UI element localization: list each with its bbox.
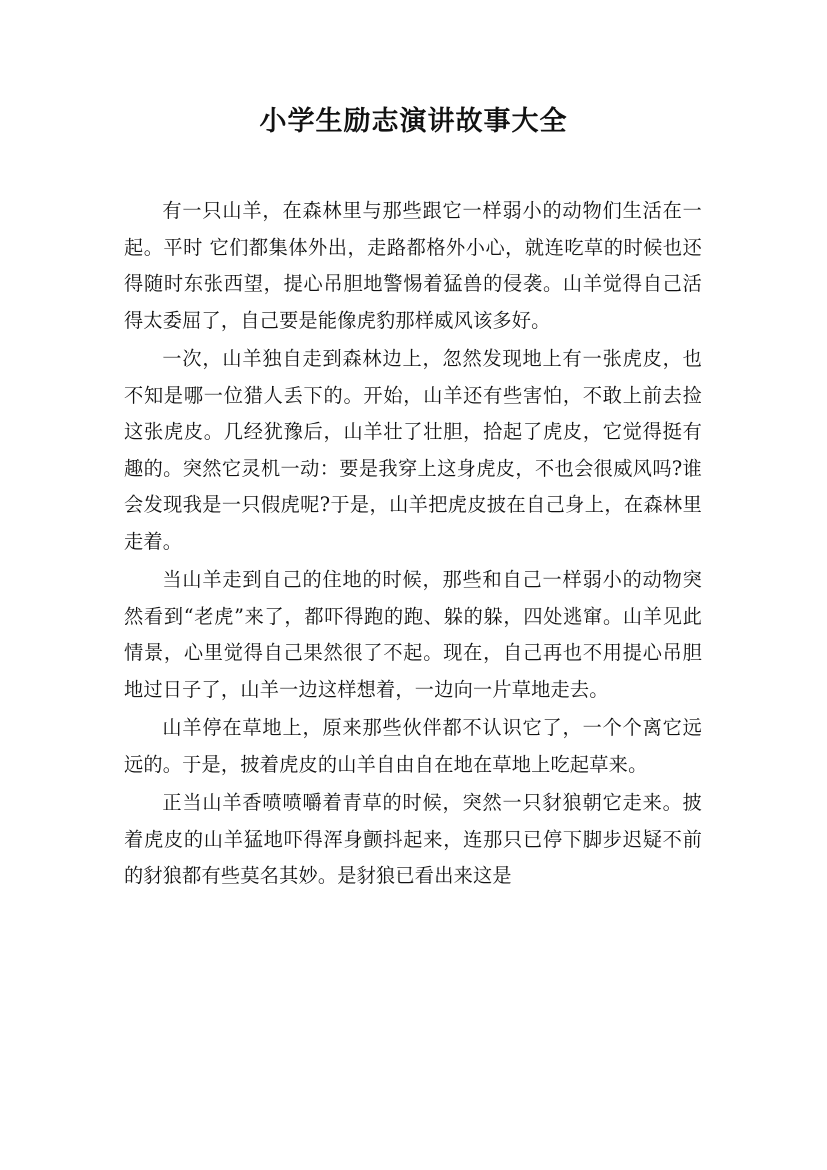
paragraph: 有一只山羊，在森林里与那些跟它一样弱小的动物们生活在一起。平时 它们都集体外出，走路都格外小心，就连吃草的时候也还得随时东张西望，提心吊胆地警惕着猛兽的侵袭。山羊觉得自己活得太委屈了，自己要是能像虎豹那样威风该多好。	[124, 199, 702, 332]
paragraph: 一次，山羊独自走到森林边上，忽然发现地上有一张虎皮，也不知是哪一位猎人丢下的。开始，山羊还有些害怕，不敢上前去捡这张虎皮。几经犹豫后，山羊壮了壮胆，拾起了虎皮，它觉得挺有趣的。突然它灵机一动：要是我穿上这身虎皮，不也会很威风吗?谁会发现我是一只假虎呢?于是，山羊把虎皮披在自己身上，在森林里走着。	[124, 347, 702, 553]
paragraph: 山羊停在草地上，原来那些伙伴都不认识它了，一个个离它远远的。于是，披着虎皮的山羊自由自在地在草地上吃起草来。	[124, 716, 702, 776]
document-body	[124, 193, 702, 897]
paragraph: 当山羊走到自己的住地的时候，那些和自己一样弱小的动物突然看到“老虎”来了，都吓得跑的跑、躲的躲，四处逃窜。山羊见此情景，心里觉得自己果然很了不起。现在，自己再也不用提心吊胆地过日子了，山羊一边这样想着，一边向一片草地走去。	[124, 568, 702, 701]
paragraph: 正当山羊香喷喷嚼着青草的时候，突然一只豺狼朝它走来。披着虎皮的山羊猛地吓得浑身颤抖起来，连那只已停下脚步迟疑不前的豺狼都有些莫名其妙。是豺狼已看出来这是	[124, 791, 702, 887]
document-title: 小学生励志演讲故事大全	[259, 106, 568, 137]
